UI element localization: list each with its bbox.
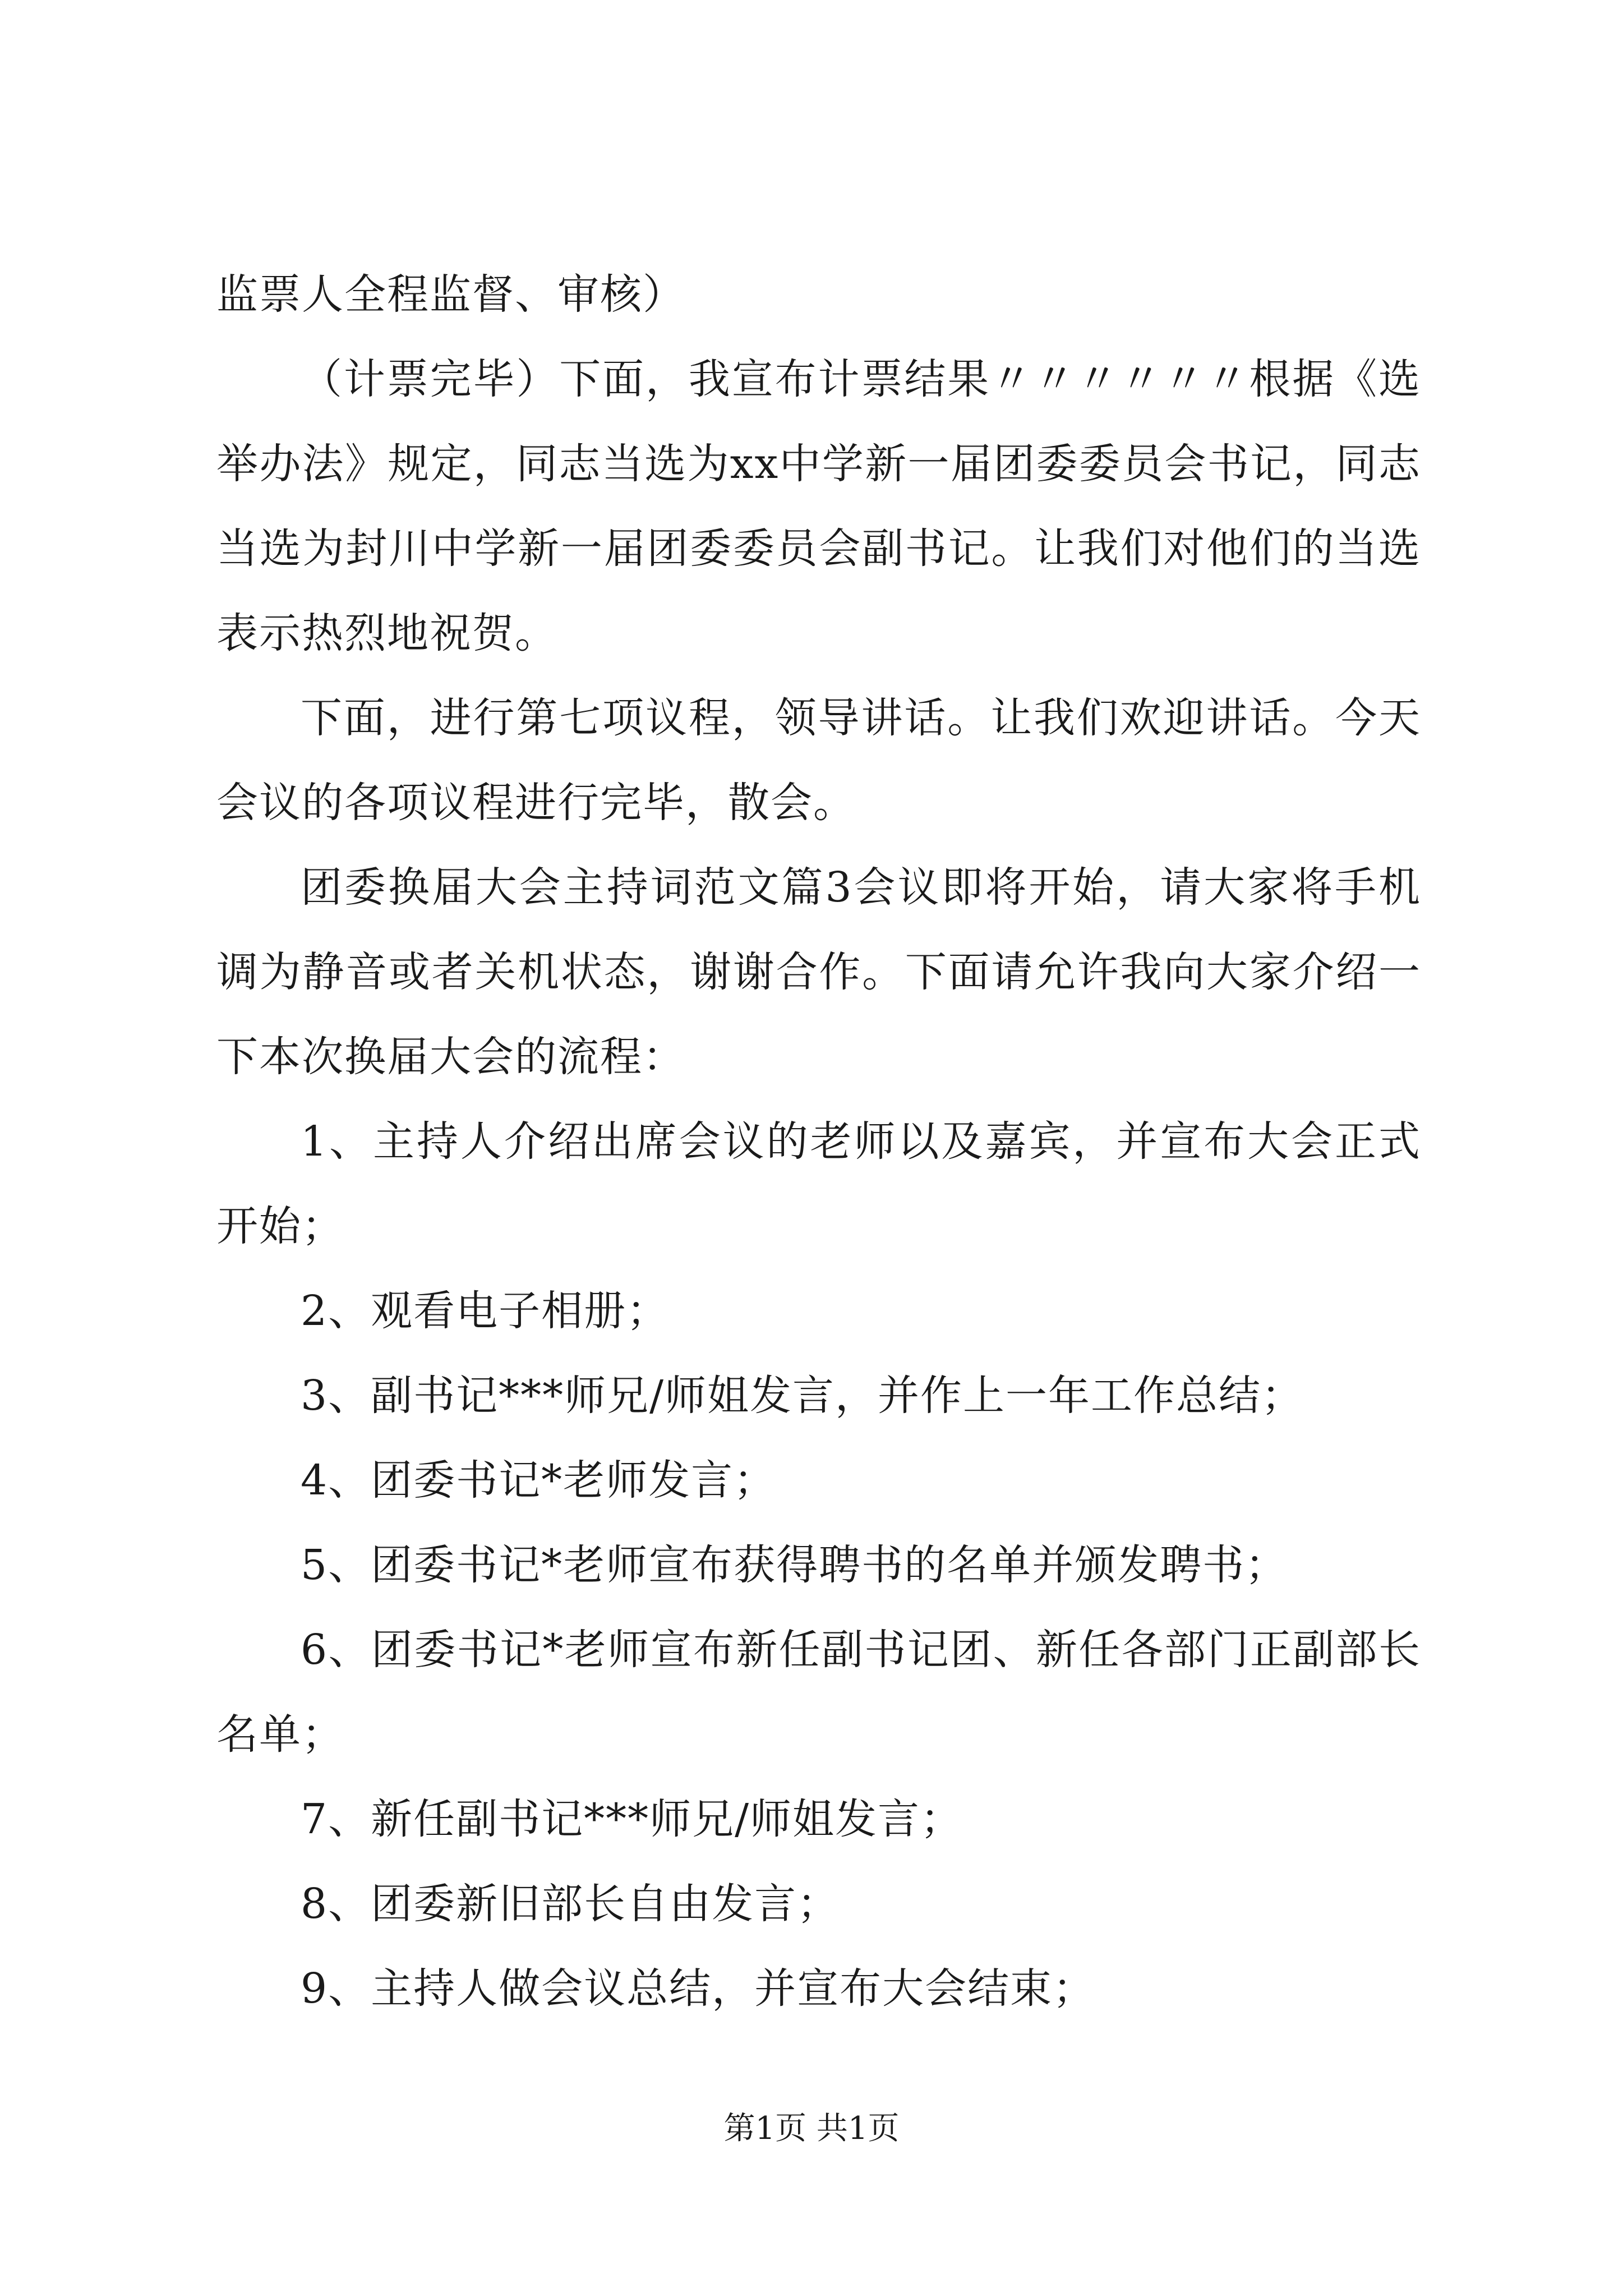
paragraph-2: （计票完毕）下面，我宣布计票结果〃〃〃〃〃〃根据《选举办法》规定，同志当选为xx中学新一届团委委员会书记，同志当选为封川中学新一届团委委员会副书记。让我们对他们的当选表示热烈地祝贺。 [216,355,1421,657]
list-item-4: 4、团委书记*老师发言； [301,1456,777,1504]
list-item-5: 5、团委书记*老师宣布获得聘书的名单并颁发聘书； [301,1541,1288,1589]
paragraph-3: 下面，进行第七项议程，领导讲话。让我们欢迎讲话。今天会议的各项议程进行完毕，散会。 [216,694,1421,827]
page-footer: 第1页 共1页 [723,2110,900,2147]
list-item-7: 7、新任副书记***师兄/师姐发言； [301,1795,963,1843]
paragraph-4: 团委换届大会主持词范文篇3会议即将开始，请大家将手机调为静音或者关机状态，谢谢合作。下面请允许我向大家介绍一下本次换届大会的流程： [216,863,1421,1081]
list-item-2: 2、观看电子相册； [301,1287,670,1335]
list-item-1: 1、主持人介绍出席会议的老师以及嘉宾，并宣布大会正式开始； [216,1117,1421,1250]
document-body [216,252,1421,2031]
paragraph-1: 监票人全程监督、审核） [216,270,685,319]
list-item-9: 9、主持人做会议总结，并宣布大会结束； [301,1964,1096,2013]
list-item-3: 3、副书记***师兄/师姐发言，并作上一年工作总结； [301,1372,1304,1420]
list-item-6: 6、团委书记*老师宣布新任副书记团、新任各部门正副部长名单； [216,1626,1421,1759]
list-item-8: 8、团委新旧部长自由发言； [301,1880,840,1928]
